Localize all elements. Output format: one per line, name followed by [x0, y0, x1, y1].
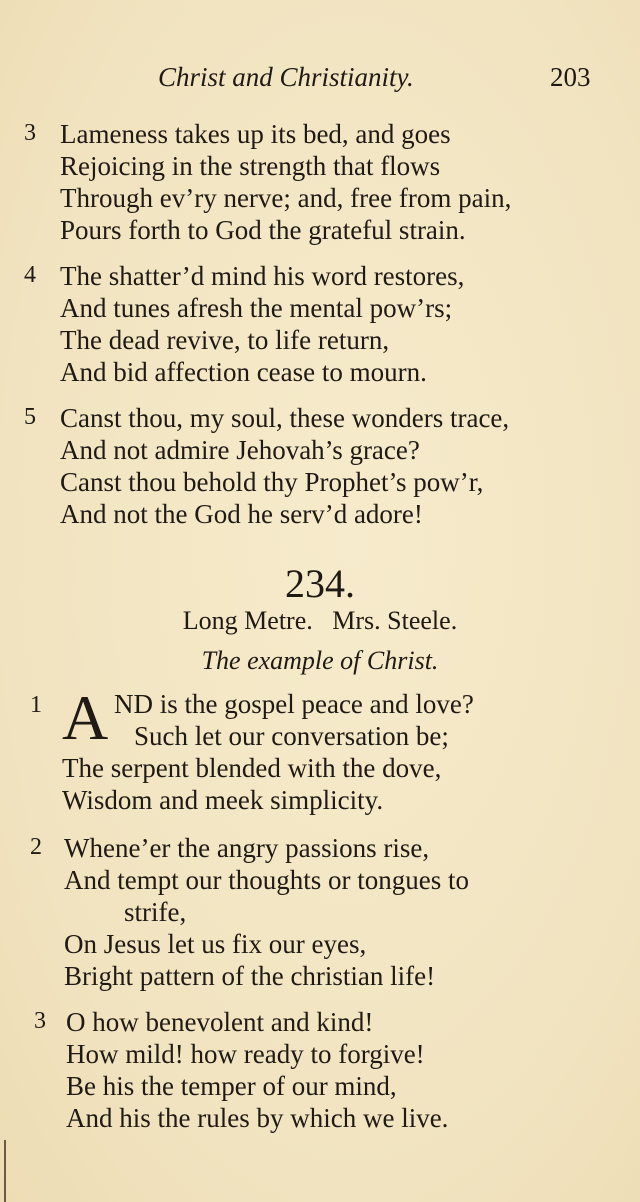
verse-line: On Jesus let us fix our eyes,	[64, 929, 367, 959]
stanza-number: 3	[34, 1008, 46, 1034]
verse-line: Canst thou, my soul, these wonders trace,	[60, 403, 510, 433]
verse-line: And not admire Jehovah’s grace?	[60, 435, 420, 465]
verse-line: strife,	[124, 897, 187, 927]
stanza-number: 4	[24, 262, 36, 288]
verse-line: Rejoicing in the strength that flows	[60, 151, 441, 181]
stanza-prev-4	[0, 260, 640, 388]
verse-line: The serpent blended with the dove,	[62, 753, 442, 783]
verse-line: O how benevolent and kind!	[66, 1007, 374, 1037]
verse-line: ND is the gospel peace and love?	[114, 689, 474, 719]
verse-line: How mild! how ready to forgive!	[66, 1039, 425, 1069]
verse-line: Canst thou behold thy Prophet’s pow’r,	[60, 467, 484, 497]
verse-line: Be his the temper of our mind,	[66, 1071, 397, 1101]
page-header	[0, 62, 640, 98]
hymn-number: 234.	[285, 561, 355, 606]
verse-line: Whene’er the angry passions rise,	[64, 833, 430, 863]
hymn-author: Mrs. Steele.	[332, 606, 458, 635]
stanza-number: 2	[30, 834, 42, 860]
verse-line: The dead revive, to life return,	[60, 325, 390, 355]
verse-line: Bright pattern of the christian life!	[64, 961, 436, 991]
stanza-number: 5	[24, 404, 36, 430]
verse-line: And tempt our thoughts or tongues to	[64, 865, 469, 895]
drop-cap: A	[62, 682, 109, 753]
hymn-meter: Long Metre.	[182, 606, 313, 635]
stanza-2	[0, 832, 640, 992]
verse-line: And his the rules by which we live.	[66, 1103, 449, 1133]
stanza-prev-5	[0, 402, 640, 530]
verse-line: And tunes afresh the mental pow’rs;	[60, 293, 453, 323]
verse-line: Such let our conversation be;	[134, 721, 449, 751]
verse-line: Through ev’ry nerve; and, free from pain,	[60, 183, 512, 213]
running-title: Christ and Christianity.	[158, 62, 414, 92]
verse-line: And bid affection cease to mourn.	[60, 357, 427, 387]
verse-line: Lameness takes up its bed, and goes	[60, 119, 451, 149]
verse-line: The shatter’d mind his word restores,	[60, 261, 465, 291]
verse-line: Wisdom and meek simplicity.	[62, 785, 384, 815]
stanza-3	[0, 1006, 640, 1134]
page-number: 203	[550, 62, 591, 92]
verse-line: Pours forth to God the grateful strain.	[60, 215, 466, 245]
stanza-number: 3	[24, 120, 36, 146]
hymn-subject: The example of Christ.	[201, 646, 439, 675]
page-edge	[4, 1140, 6, 1202]
stanza-1	[0, 682, 640, 816]
stanza-number: 1	[30, 692, 42, 718]
verse-line: And not the God he serv’d adore!	[60, 499, 423, 529]
stanza-prev-3	[0, 118, 640, 246]
hymn-meter-line	[0, 606, 640, 636]
